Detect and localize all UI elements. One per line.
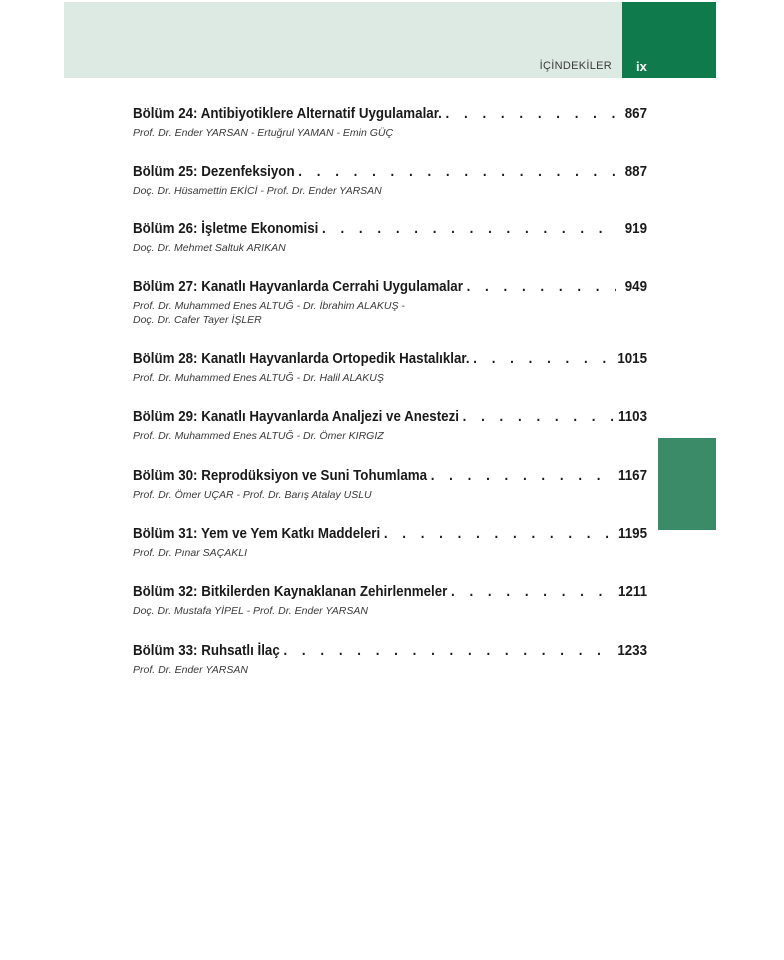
toc-entry-29[interactable] — [133, 407, 647, 443]
page-number: 1015 — [617, 351, 648, 367]
chapter-title: Bölüm 24: Antibiyotiklere Alternatif Uygulamalar. — [133, 106, 442, 122]
chapter-title: Bölüm 27: Kanatlı Hayvanlarda Cerrahi Uygulamalar — [133, 279, 463, 295]
chapter-authors: Prof. Dr. Muhammed Enes ALTUĞ - Dr. Ömer KIRGIZ — [133, 430, 384, 442]
side-tab-marker — [658, 438, 716, 530]
dot-leader — [459, 407, 616, 427]
header-section-title: İÇİNDEKİLER — [539, 60, 612, 72]
header-page-number-box — [622, 2, 716, 78]
chapter-title: Bölüm 28: Kanatlı Hayvanlarda Ortopedik Hastalıklar. — [133, 351, 470, 367]
page-number: 1233 — [617, 643, 648, 659]
page-number: 1167 — [618, 468, 648, 484]
chapter-authors: Prof. Dr. Pınar SAÇAKLI — [133, 547, 247, 559]
page-number: 867 — [624, 106, 648, 122]
chapter-authors: Prof. Dr. Muhammed Enes ALTUĞ - Dr. İbrahim ALAKUŞ - — [133, 300, 405, 312]
toc-entry-33[interactable] — [133, 641, 647, 677]
toc-entry-26[interactable] — [133, 219, 647, 255]
page-number: 1211 — [618, 584, 648, 600]
chapter-title: Bölüm 25: Dezenfeksiyon — [133, 164, 295, 180]
header-band — [64, 2, 622, 78]
chapter-title: Bölüm 26: İşletme Ekonomisi — [133, 221, 319, 237]
chapter-title: Bölüm 33: Ruhsatlı İlaç — [133, 643, 280, 659]
dot-leader — [470, 349, 616, 369]
page-number: 949 — [624, 279, 648, 295]
toc-entry-24[interactable] — [133, 104, 647, 140]
chapter-title: Bölüm 32: Bitkilerden Kaynaklanan Zehirlenmeler — [133, 584, 448, 600]
dot-leader — [318, 219, 615, 239]
chapter-authors: Prof. Dr. Ender YARSAN — [133, 664, 248, 676]
chapter-authors-continued: Doç. Dr. Cafer Tayer İŞLER — [133, 314, 262, 326]
chapter-title: Bölüm 29: Kanatlı Hayvanlarda Analjezi ve Anestezi — [133, 409, 459, 425]
dot-leader — [447, 582, 615, 602]
page-number: 887 — [624, 164, 648, 180]
page-number: 919 — [624, 221, 648, 237]
chapter-authors: Prof. Dr. Ömer UÇAR - Prof. Dr. Barış Atalay USLU — [133, 489, 372, 501]
dot-leader — [427, 466, 616, 486]
dot-leader — [442, 104, 616, 124]
chapter-authors: Prof. Dr. Muhammed Enes ALTUĞ - Dr. Halil ALAKUŞ — [133, 372, 384, 384]
chapter-authors: Doç. Dr. Hüsamettin EKİCİ - Prof. Dr. Ender YARSAN — [133, 185, 382, 197]
toc-entry-31[interactable] — [133, 524, 647, 560]
page-number: 1103 — [618, 409, 648, 425]
header-page-number: ix — [636, 59, 647, 74]
toc-entry-27[interactable] — [133, 277, 647, 327]
chapter-authors: Doç. Dr. Mustafa YİPEL - Prof. Dr. Ender YARSAN — [133, 605, 368, 617]
page-number: 1195 — [618, 526, 648, 542]
chapter-authors: Doç. Dr. Mehmet Saltuk ARIKAN — [133, 242, 286, 254]
toc-entry-32[interactable] — [133, 582, 647, 618]
toc-entry-30[interactable] — [133, 466, 647, 502]
chapter-title: Bölüm 30: Reprodüksiyon ve Suni Tohumlama — [133, 468, 428, 484]
toc-entry-28[interactable] — [133, 349, 647, 385]
chapter-authors: Prof. Dr. Ender YARSAN - Ertuğrul YAMAN - Emin GÜÇ — [133, 127, 394, 139]
dot-leader — [463, 277, 616, 297]
dot-leader — [295, 162, 616, 182]
toc-entry-25[interactable] — [133, 162, 647, 198]
dot-leader — [380, 524, 616, 544]
chapter-title: Bölüm 31: Yem ve Yem Katkı Maddeleri — [133, 526, 381, 542]
dot-leader — [280, 641, 616, 661]
